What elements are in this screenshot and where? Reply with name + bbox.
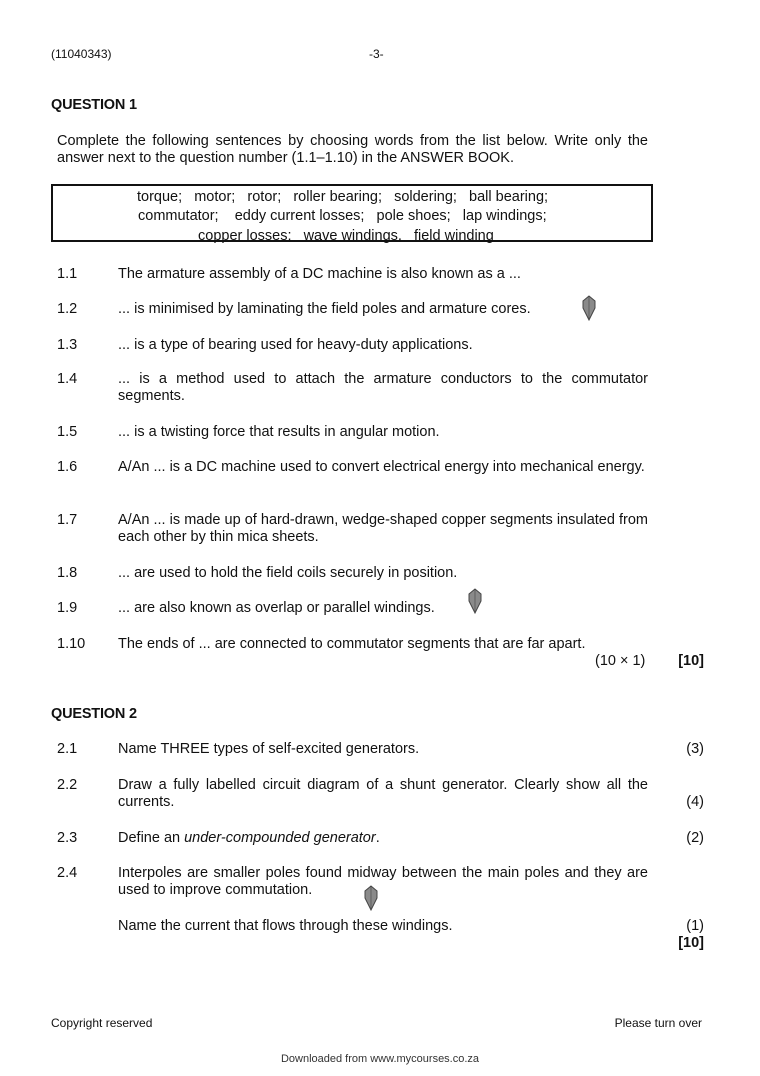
item-number: 1.8 (57, 565, 78, 581)
question-2-title: QUESTION 2 (51, 706, 137, 722)
marker-pin-icon (362, 885, 380, 911)
item-text (118, 830, 648, 847)
item-number: 1.4 (57, 371, 78, 387)
question-2-total: [10] (678, 935, 704, 951)
item-marks: (3) (686, 741, 704, 757)
word-list-line-1: torque; motor; rotor; roller bearing; soldering; ball bearing; (137, 189, 549, 205)
item-text-prefix: Define an (118, 830, 185, 846)
item-text: Name THREE types of self-excited generators. (118, 741, 420, 757)
item-text: ... is a type of bearing used for heavy-duty applications. (118, 337, 473, 353)
item-text-suffix: . (375, 830, 380, 846)
item-number: 1.5 (57, 424, 78, 440)
item-number: 1.2 (57, 301, 78, 317)
item-text: ... is minimised by laminating the field poles and armature cores. (118, 301, 531, 317)
item-number: 1.6 (57, 459, 78, 475)
footer-copyright: Copyright reserved (51, 1016, 153, 1030)
item-text: A/An ... is made up of hard-drawn, wedge-shaped copper segments insulated from each other by thin mica sheets. (118, 512, 648, 545)
question-1-intro: Complete the following sentences by choosing words from the list below. Write only the answer next to the question number (1.1–1.10) in the ANSWER BOOK. (57, 133, 648, 166)
item-number: 2.1 (57, 741, 78, 757)
item-text-italic: under-compounded generator (184, 830, 376, 846)
item-text: ... is a twisting force that results in angular motion. (118, 424, 440, 440)
item-text: ... are also known as overlap or parallel windings. (118, 600, 435, 616)
word-list-line-3: copper losses; wave windings, field winding (198, 228, 494, 244)
item-text: Draw a fully labelled circuit diagram of a shunt generator. Clearly show all the currents. (118, 777, 648, 810)
item-number: 2.2 (57, 777, 78, 793)
document-code: (11040343) (51, 47, 112, 61)
marker-pin-icon (466, 588, 484, 614)
page-number: -3- (369, 47, 384, 61)
item-text: A/An ... is a DC machine used to convert electrical energy into mechanical energy. (118, 459, 645, 475)
download-source-link[interactable]: Downloaded from www.mycourses.co.za (280, 1053, 480, 1065)
item-text: ... is a method used to attach the armature conductors to the commutator segments. (118, 371, 648, 404)
marker-pin-icon (580, 295, 598, 321)
footer-turn-over: Please turn over (614, 1016, 702, 1030)
item-marks: (2) (686, 830, 704, 846)
item-marks: (1) (686, 918, 704, 934)
item-text: The armature assembly of a DC machine is also known as a ... (118, 266, 521, 282)
item-number: 2.3 (57, 830, 78, 846)
item-text: The ends of ... are connected to commutator segments that are far apart. (118, 636, 586, 652)
item-text: ... are used to hold the field coils securely in position. (118, 565, 458, 581)
item-number: 1.7 (57, 512, 78, 528)
item-number: 1.1 (57, 266, 78, 282)
question-1-title: QUESTION 1 (51, 97, 137, 113)
item-number: 2.4 (57, 865, 78, 881)
item-number: 1.3 (57, 337, 78, 353)
item-number: 1.10 (57, 636, 86, 652)
marks-calculation: (10 × 1) (595, 653, 646, 669)
item-text-continued: Name the current that flows through these windings. (118, 918, 453, 934)
item-number: 1.9 (57, 600, 78, 616)
item-marks: (4) (686, 794, 704, 810)
item-text: Interpoles are smaller poles found midway between the main poles and they are used to improve commutation. (118, 865, 648, 898)
word-list-line-2: commutator; eddy current losses; pole shoes; lap windings; (138, 208, 547, 224)
word-list-box (51, 184, 653, 242)
question-1-total: [10] (678, 653, 704, 669)
